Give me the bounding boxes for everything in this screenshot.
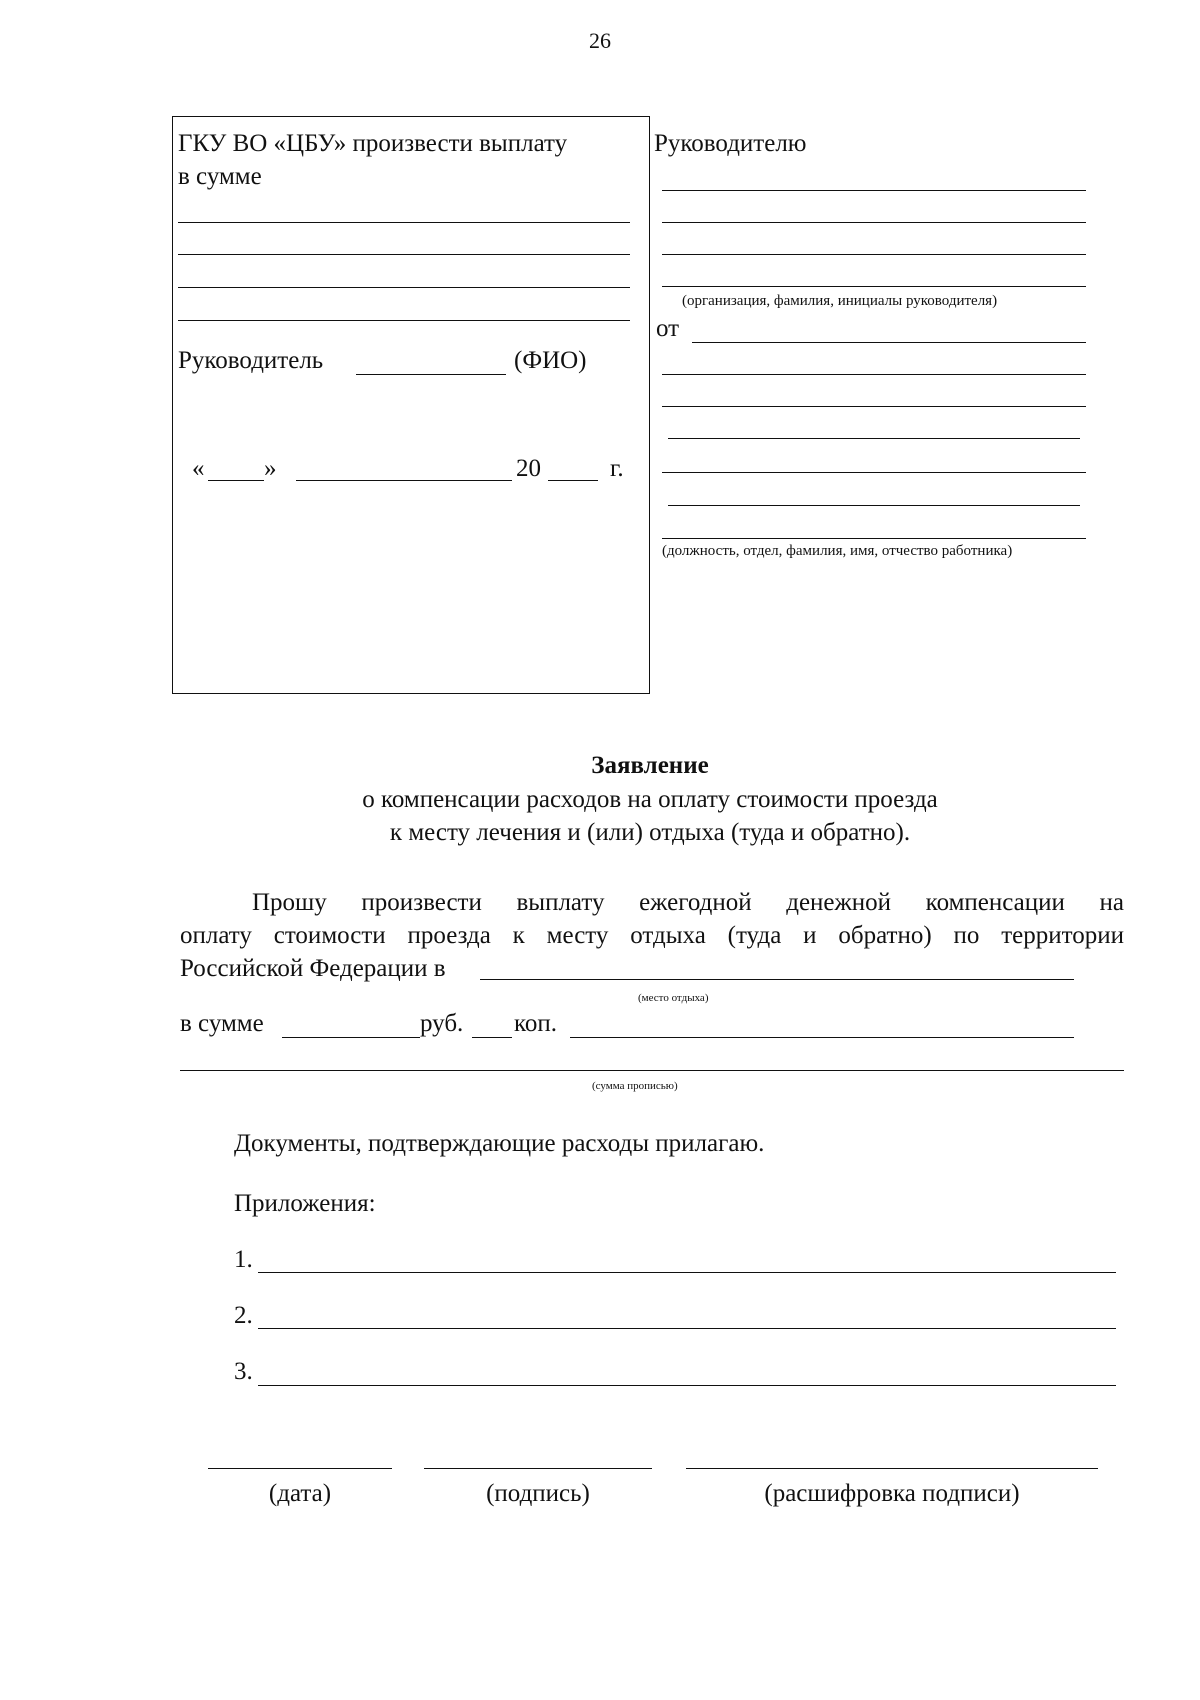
date-year-suffix: г. <box>610 455 624 482</box>
signature-decode-line[interactable] <box>686 1468 1098 1469</box>
resolution-text-line1: ГКУ ВО «ЦБУ» произвести выплату <box>178 130 568 157</box>
addressee-line-1[interactable] <box>662 190 1086 191</box>
head-signature-line[interactable] <box>356 374 506 375</box>
attachment-number-1: 1. <box>234 1246 253 1273</box>
place-of-rest-line[interactable] <box>480 979 1074 980</box>
resolution-amount-line-2[interactable] <box>178 254 630 255</box>
attachment-number-2: 2. <box>234 1302 253 1329</box>
head-label: Руководитель <box>178 347 324 374</box>
sum-kop-line[interactable] <box>472 1037 512 1038</box>
attachment-line-1[interactable] <box>258 1272 1116 1273</box>
signature-line[interactable] <box>424 1468 652 1469</box>
date-quote-close: » <box>264 455 277 482</box>
date-quote-open: « <box>192 455 205 482</box>
from-line-6[interactable] <box>668 505 1080 506</box>
sum-caption: (сумма прописью) <box>592 1080 678 1092</box>
addressee-line-2[interactable] <box>662 222 1086 223</box>
from-caption: (должность, отдел, фамилия, имя, отчество работника) <box>662 543 1013 559</box>
place-caption: (место отдыха) <box>638 992 709 1004</box>
resolution-box <box>172 116 650 694</box>
addressee-line-4[interactable] <box>662 286 1086 287</box>
addressee-caption: (организация, фамилия, инициалы руководителя) <box>682 293 998 309</box>
kop-label: коп. <box>514 1010 558 1037</box>
sum-words-line-1[interactable] <box>570 1037 1074 1038</box>
request-paragraph <box>180 886 1124 985</box>
from-line-3[interactable] <box>662 406 1086 407</box>
resolution-amount-line-1[interactable] <box>178 222 630 223</box>
date-signature-line[interactable] <box>208 1468 392 1469</box>
date-day-line[interactable] <box>208 480 264 481</box>
head-fio-label: (ФИО) <box>514 347 587 374</box>
resolution-text-line2: в сумме <box>178 163 262 190</box>
statement-title: Заявление <box>591 752 709 779</box>
date-year-prefix: 20 <box>516 455 541 482</box>
from-line-2[interactable] <box>662 374 1086 375</box>
addressee-line-3[interactable] <box>662 254 1086 255</box>
attachment-line-3[interactable] <box>258 1385 1116 1386</box>
statement-subtitle-line1: о компенсации расходов на оплату стоимости проезда <box>362 786 938 813</box>
request-line-1: Прошу произвести выплату ежегодной денежной компенсации на <box>252 889 1124 916</box>
rub-label: руб. <box>420 1010 464 1037</box>
request-line-3: Российской Федерации в <box>180 955 446 982</box>
page-number: 26 <box>589 28 611 53</box>
sum-rub-line[interactable] <box>282 1037 420 1038</box>
request-line-2: оплату стоимости проезда к месту отдыха (туда и обратно) по территории <box>180 922 1124 949</box>
signature-decode-caption: (расшифровка подписи) <box>764 1480 1020 1507</box>
sum-label: в сумме <box>180 1010 264 1037</box>
resolution-amount-line-3[interactable] <box>178 287 630 288</box>
signature-caption: (подпись) <box>486 1480 590 1507</box>
from-label: от <box>656 315 680 342</box>
from-line-1[interactable] <box>692 342 1086 343</box>
date-month-line[interactable] <box>296 480 512 481</box>
date-year-line[interactable] <box>548 480 598 481</box>
statement-subtitle-line2: к месту лечения и (или) отдыха (туда и обратно). <box>389 819 911 846</box>
sum-words-line-2[interactable] <box>180 1070 1124 1071</box>
attachment-line-2[interactable] <box>258 1328 1116 1329</box>
from-line-7[interactable] <box>662 538 1086 539</box>
date-caption: (дата) <box>268 1480 332 1507</box>
from-line-5[interactable] <box>662 472 1086 473</box>
resolution-amount-line-4[interactable] <box>178 320 630 321</box>
from-line-4[interactable] <box>668 438 1080 439</box>
documents-note: Документы, подтверждающие расходы прилагаю. <box>234 1130 765 1157</box>
addressee-label: Руководителю <box>654 130 807 157</box>
attachments-label: Приложения: <box>234 1190 376 1217</box>
attachment-number-3: 3. <box>234 1358 253 1385</box>
